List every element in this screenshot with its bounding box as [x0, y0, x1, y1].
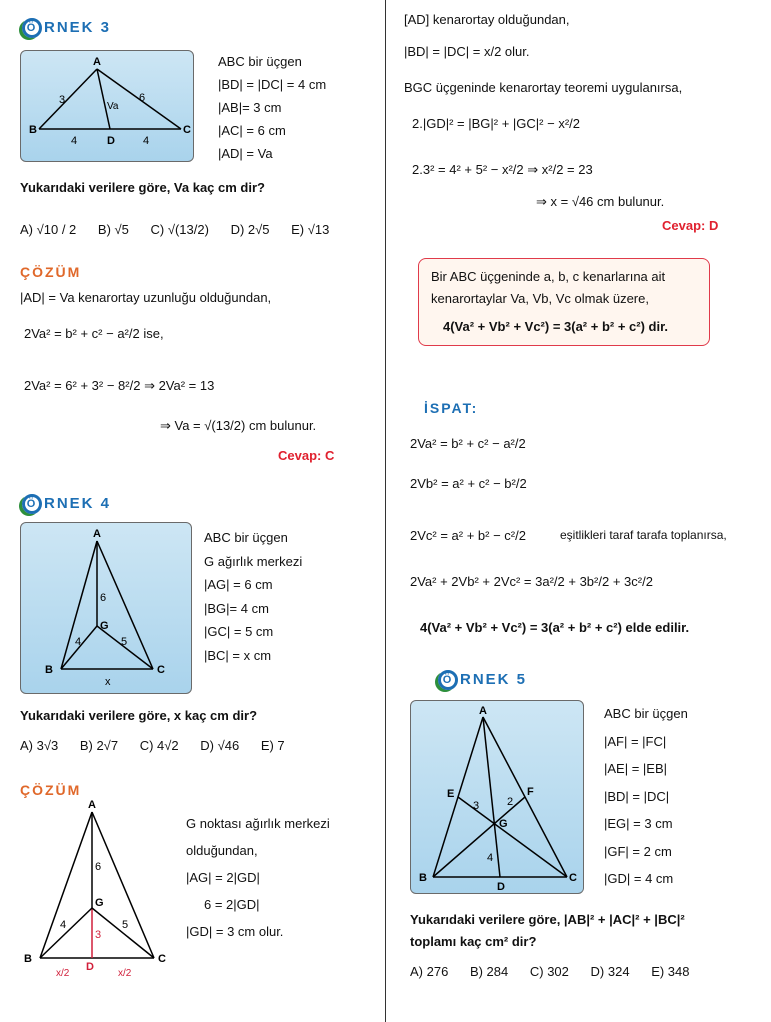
- ornek3-sol-line: ⇒ Va = √(13/2) cm bulunur.: [160, 418, 317, 433]
- label-A: A: [93, 56, 101, 68]
- given-line: |AB|= 3 cm: [218, 100, 282, 115]
- given-line: |AC| = 6 cm: [218, 123, 286, 138]
- ornek4-cozum-header: ÇÖZÜM: [20, 782, 82, 798]
- proof-line: 2Va² = b² + c² − a²/2: [410, 436, 526, 451]
- ornek4-solution-figure: [18, 798, 178, 988]
- given-line: |EG| = 3 cm: [604, 816, 673, 831]
- given-line: |GD| = 4 cm: [604, 871, 674, 886]
- ornek3-figure: [20, 50, 194, 162]
- given-line: |BD| = |DC|: [604, 788, 670, 804]
- label-F: F: [527, 786, 534, 798]
- ornek-logo-icon: Ö: [438, 670, 458, 690]
- given-line: |AD| = Va: [218, 146, 273, 161]
- given-line: |GC| = 5 cm: [204, 624, 274, 639]
- ornek4-solution-text: [186, 810, 330, 945]
- ornek5-triangle-diagram: [411, 701, 583, 893]
- option-e[interactable]: E) 348: [651, 964, 690, 979]
- option-c[interactable]: C) 302: [529, 964, 569, 979]
- label-C: C: [157, 664, 165, 676]
- proof-line: 2Va² + 2Vb² + 2Vc² = 3a²/2 + 3b²/2 + 3c²/2: [410, 574, 653, 589]
- label-B: B: [45, 664, 53, 676]
- ornek3-sol-line: |AD| = Va kenarortay uzunluğu olduğundan,: [20, 290, 272, 305]
- ornek4-header-text: RNEK 4: [44, 494, 112, 512]
- ornek5-question-2: toplamı kaç cm² dir?: [410, 934, 537, 949]
- option-a[interactable]: A) 3√3: [20, 738, 59, 753]
- label-xhalf: x/2: [118, 968, 132, 979]
- label-gf: 2: [507, 796, 514, 808]
- ornek3-given: [218, 50, 326, 165]
- label-ag: 6: [100, 592, 107, 604]
- ornek4-solution-diagram: [18, 798, 178, 988]
- label-B: B: [419, 872, 427, 884]
- label-C: C: [183, 124, 191, 136]
- given-line: |BC| = x cm: [204, 647, 272, 663]
- proof-line: 2Vc² = a² + b² − c²/2: [410, 528, 526, 543]
- ornek3-header: [22, 18, 111, 38]
- label-gc: 5: [121, 636, 128, 648]
- option-a[interactable]: A) 276: [410, 964, 449, 979]
- label-ab: 3: [59, 94, 66, 106]
- ornek3-cozum-header: ÇÖZÜM: [20, 264, 82, 280]
- label-x: x: [105, 676, 111, 688]
- option-b[interactable]: B) 2√7: [79, 738, 119, 753]
- ornek3-triangle-diagram: [21, 51, 193, 161]
- theorem-formula: 4(Va² + Vb² + Vc²) = 3(a² + b² + c²) dir.: [443, 319, 669, 334]
- ornek5-question: Yukarıdaki verilere göre, |AB|² + |AC|² + |BC|²: [410, 912, 685, 927]
- option-b[interactable]: B) 284: [469, 964, 509, 979]
- theorem-box: [418, 258, 710, 346]
- ornek4-question: Yukarıdaki verilere göre, x kaç cm dir?: [20, 708, 258, 723]
- option-b[interactable]: B) √5: [97, 222, 129, 237]
- sol-line: |AG| = 2|GD|: [186, 870, 260, 885]
- label-bg: 4: [60, 919, 67, 931]
- theorem-line: Bir ABC üçgeninde a, b, c kenarlarına ait: [431, 269, 666, 284]
- label-B: B: [24, 953, 32, 965]
- proof-line: 2Vb² = a² + c² − b²/2: [410, 476, 527, 491]
- ornek5-header: [438, 670, 527, 690]
- ornek3-sol-line: 2Va² = 6² + 3² − 8²/2 ⇒ 2Va² = 13: [24, 378, 215, 393]
- option-c[interactable]: C) 4√2: [139, 738, 179, 753]
- ornek4-options: [20, 738, 303, 753]
- label-xhalf: x/2: [56, 968, 70, 979]
- ornek5-figure: [410, 700, 584, 894]
- label-A: A: [93, 528, 101, 540]
- right-line: ⇒ x = √46 cm bulunur.: [536, 194, 665, 209]
- sol-line: olduğundan,: [186, 843, 258, 858]
- proof-line: eşitlikleri taraf tarafa toplanırsa,: [560, 528, 727, 542]
- ornek4-figure: [20, 522, 192, 694]
- ornek3-question: Yukarıdaki verilere göre, Va kaç cm dir?: [20, 180, 265, 195]
- label-eg: 3: [473, 800, 480, 812]
- label-C: C: [158, 953, 166, 965]
- sol-line: |GD| = 3 cm olur.: [186, 924, 284, 939]
- label-C: C: [569, 872, 577, 884]
- label-G: G: [95, 897, 104, 909]
- given-line: G ağırlık merkezi: [204, 553, 303, 569]
- label-ag: 6: [95, 861, 102, 873]
- option-e[interactable]: E) 7: [260, 738, 285, 753]
- ornek3-options: [20, 222, 347, 237]
- option-d[interactable]: D) 2√5: [230, 222, 270, 237]
- option-e[interactable]: E) √13: [291, 222, 330, 237]
- ornek5-header-text: RNEK 5: [460, 670, 528, 688]
- ornek4-triangle-diagram: [21, 523, 191, 693]
- label-ac: 6: [139, 92, 146, 104]
- label-D: D: [86, 961, 94, 973]
- given-line: |BG|= 4 cm: [204, 600, 269, 616]
- right-line: [AD] kenarortay olduğundan,: [404, 12, 570, 27]
- label-D: D: [107, 135, 115, 147]
- ornek3-answer: Cevap: C: [278, 448, 335, 463]
- column-divider: [385, 0, 386, 1022]
- ornek4-given: [204, 526, 302, 667]
- given-line: |BD| = |DC| = 4 cm: [218, 77, 327, 92]
- ornek3-header-text: RNEK 3: [44, 18, 112, 36]
- label-D: D: [497, 881, 505, 893]
- label-B: B: [29, 124, 37, 136]
- label-G: G: [499, 818, 508, 830]
- ornek-logo-icon: Ö: [22, 18, 42, 38]
- label-A: A: [88, 799, 96, 811]
- ornek-logo-icon: Ö: [22, 494, 42, 514]
- right-line: 2.3² = 4² + 5² − x²/2 ⇒ x²/2 = 23: [412, 162, 593, 177]
- label-dc: 4: [143, 135, 150, 147]
- proof-result: 4(Va² + Vb² + Vc²) = 3(a² + b² + c²) elde edilir.: [420, 620, 690, 635]
- right-line: 2.|GD|² = |BG|² + |GC|² − x²/2: [412, 116, 580, 131]
- given-line: ABC bir üçgen: [204, 530, 288, 545]
- sol-line: G noktası ağırlık merkezi: [186, 816, 330, 831]
- given-line: |AG| = 6 cm: [204, 577, 273, 592]
- given-line: ABC bir üçgen: [604, 706, 688, 721]
- ispat-header: İSPAT:: [424, 400, 479, 416]
- option-d[interactable]: D) 324: [590, 964, 630, 979]
- ornek5-options: [410, 964, 708, 979]
- sol-line: 6 = 2|GD|: [204, 897, 260, 912]
- given-line: ABC bir üçgen: [218, 54, 302, 69]
- label-bg: 4: [75, 636, 82, 648]
- label-va: Va: [107, 101, 119, 112]
- label-bd: 4: [71, 135, 78, 147]
- ornek5-given: [604, 700, 688, 893]
- given-line: |AE| = |EB|: [604, 761, 668, 776]
- ornek4-header: [22, 494, 111, 514]
- label-gc: 5: [122, 919, 129, 931]
- given-line: |GF| = 2 cm: [604, 843, 672, 859]
- theorem-line: kenarortaylar Va, Vb, Vc olmak üzere,: [431, 291, 649, 306]
- label-E: E: [447, 788, 455, 800]
- right-line: |BD| = |DC| = x/2 olur.: [404, 44, 530, 59]
- label-A: A: [479, 705, 487, 717]
- right-answer: Cevap: D: [662, 218, 719, 233]
- option-d[interactable]: D) √46: [200, 738, 240, 753]
- given-line: |AF| = |FC|: [604, 733, 667, 749]
- label-G: G: [100, 620, 109, 632]
- option-a[interactable]: A) √10 / 2: [20, 222, 77, 237]
- label-gd: 4: [487, 852, 494, 864]
- option-c[interactable]: C) √(13/2): [150, 222, 209, 237]
- label-gd: 3: [95, 929, 102, 941]
- ornek3-sol-line: 2Va² = b² + c² − a²/2 ise,: [24, 326, 164, 341]
- right-line: BGC üçgeninde kenarortay teoremi uygulanırsa,: [404, 80, 683, 95]
